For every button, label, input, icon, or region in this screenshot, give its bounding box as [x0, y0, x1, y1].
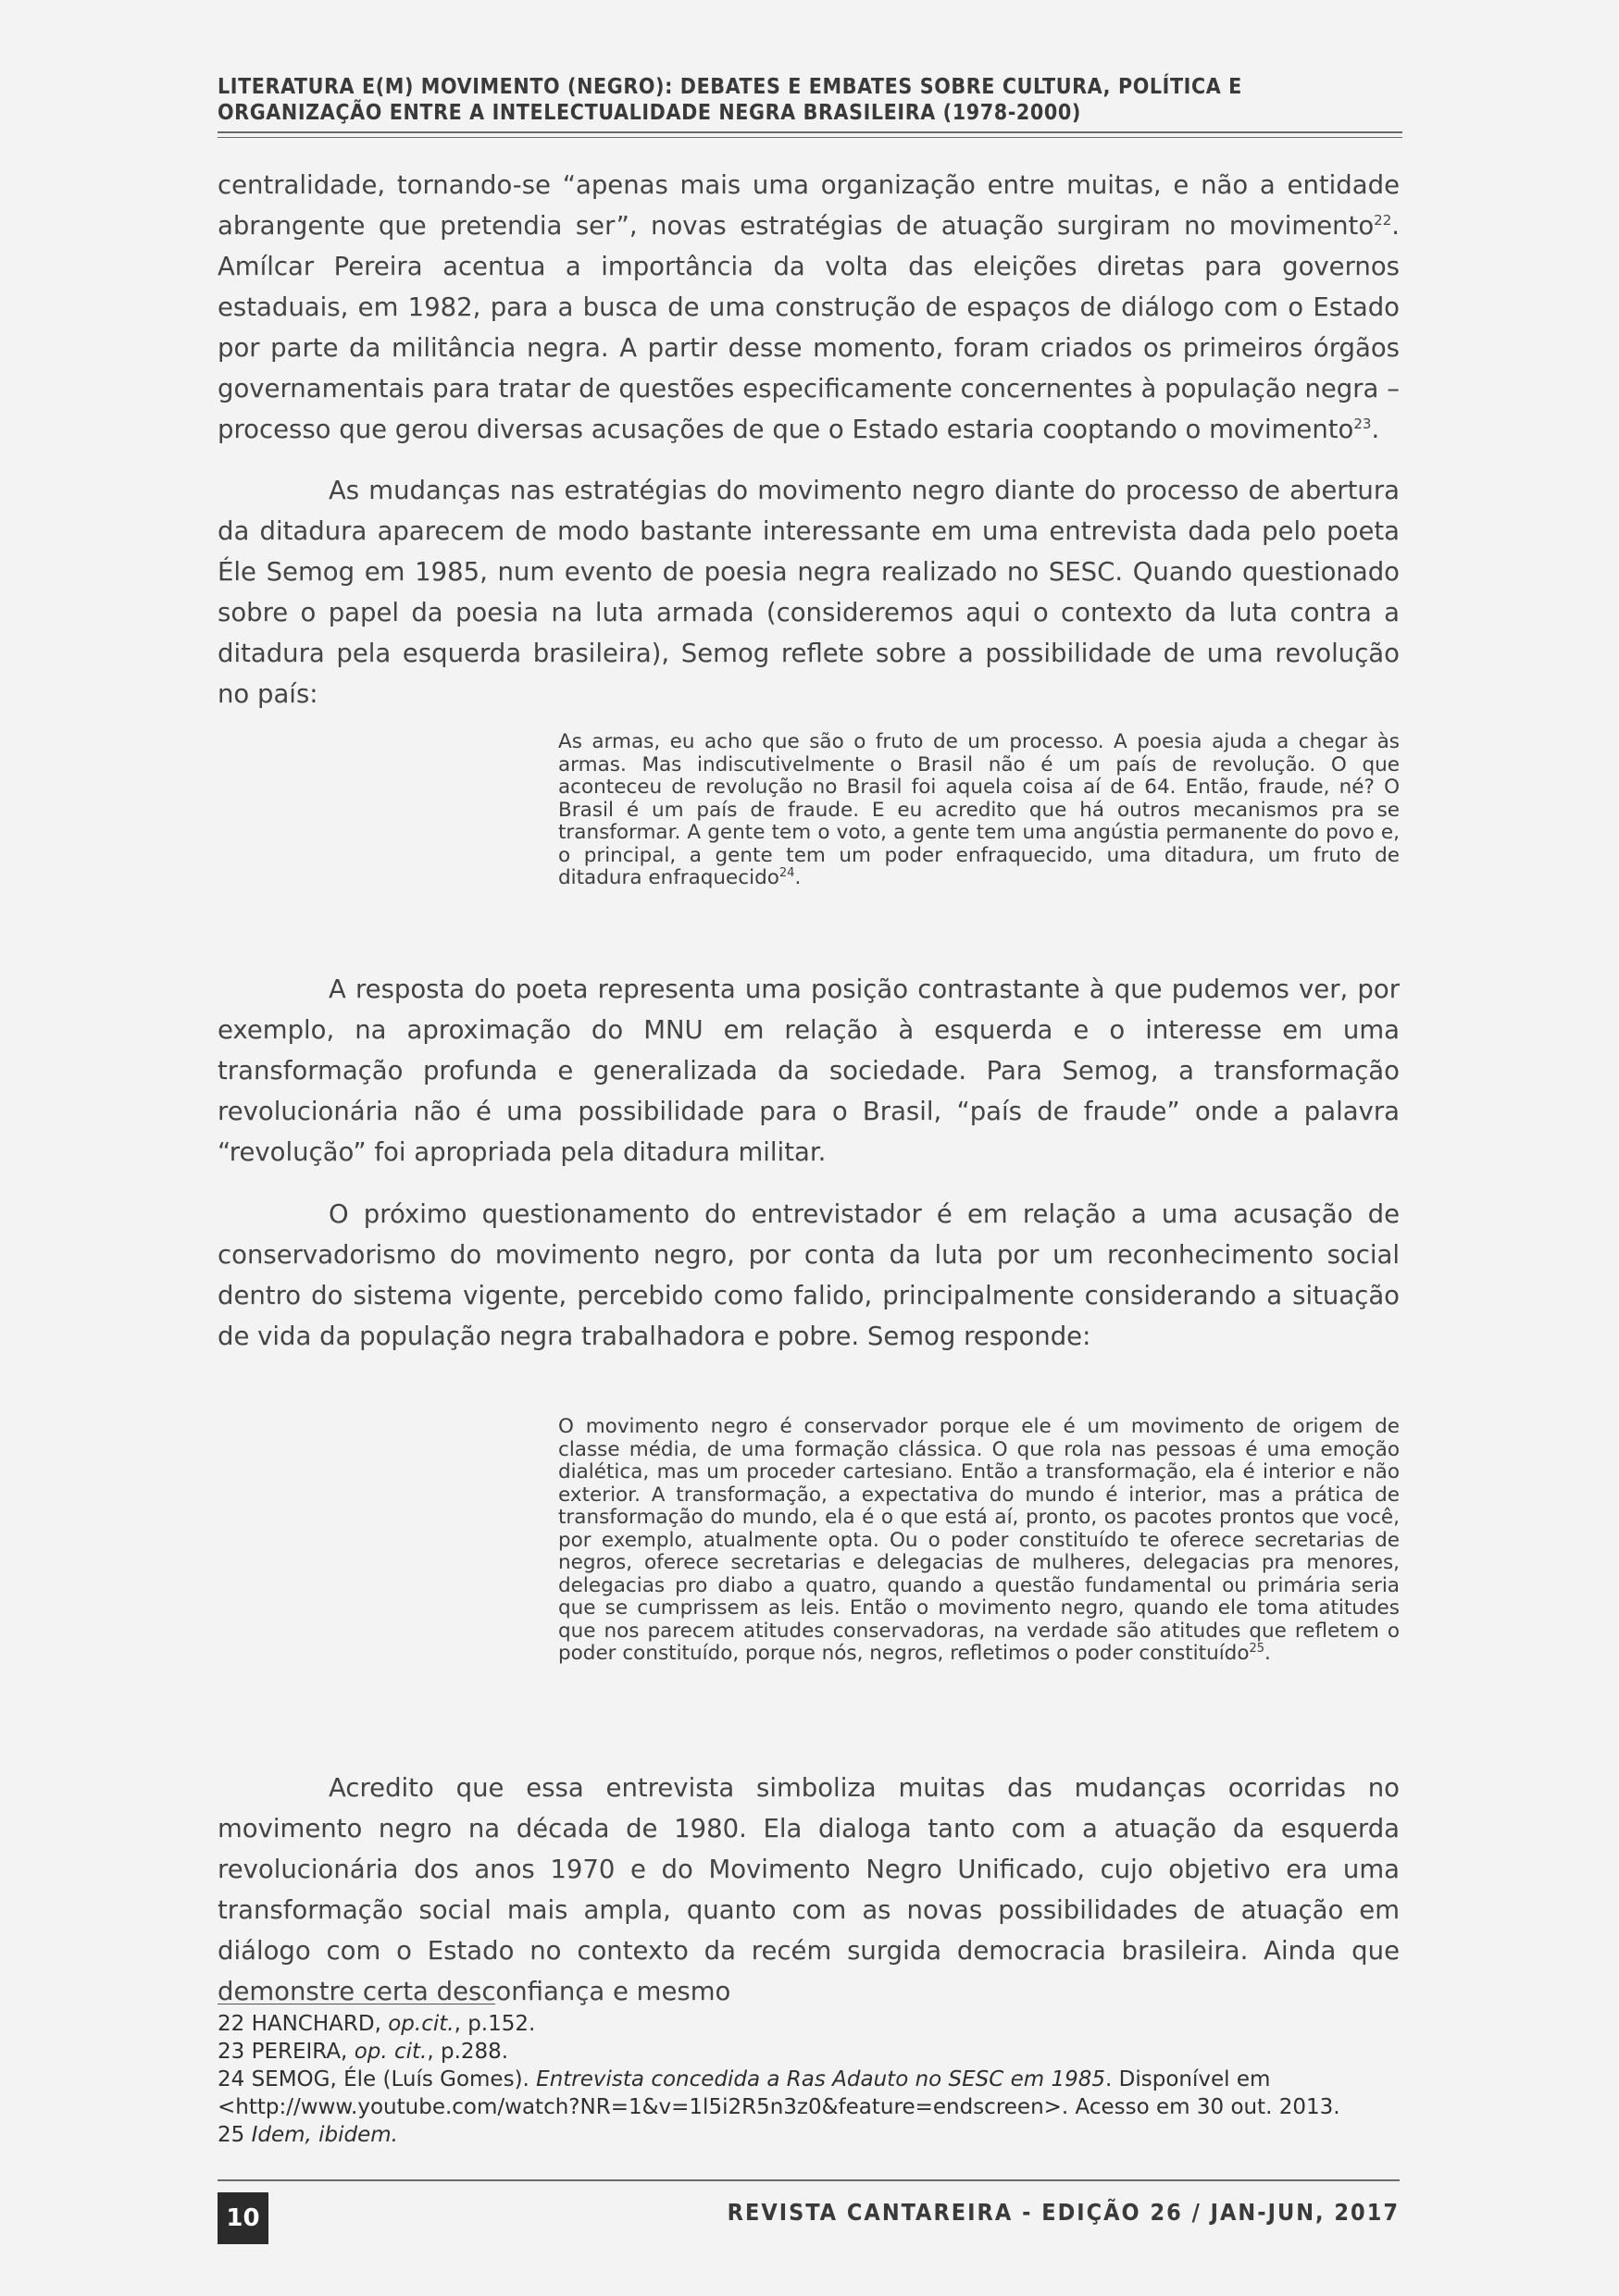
footnote-ref-24[interactable]: 24 — [778, 865, 795, 880]
page-number: 10 — [218, 2192, 268, 2244]
footnote-23 — [218, 2038, 1400, 2066]
footnote-ref-23[interactable]: 23 — [1353, 415, 1372, 432]
footer-divider — [218, 2179, 1400, 2181]
footnote-23-tail: , p.288. — [427, 2040, 509, 2064]
footnote-23-text: 23 PEREIRA, — [218, 2040, 355, 2064]
block-quote-1-text: As armas, eu acho que são o fruto de um processo. A poesia ajuda a chegar às armas. Mas indiscutivelmente o Brasil não é um país de revolução. O que aconteceu de revolução no Brasil foi aquela coisa aí de 64. Então, fraude, né? O Brasil é um país de fraude. E eu acredito que há outros mecanismos pra se transformar. A gente tem o voto, a gente tem uma angústia permanente do povo e, o principal, a gente tem um poder enfraquecido, uma ditadura, um fruto de ditadura enfraquecido — [558, 730, 1400, 889]
block-quote-2-text: O movimento negro é conservador porque ele é um movimento de origem de classe média, de uma formação clássica. O que rola nas pessoas é uma emoção dialética, mas um proceder cartesiano. Então a transformação, ela é interior e não exterior. A transformação, a expectativa do mundo é interior, mas a prática de transformação do mundo, ela é o que está aí, pronto, os pacotes prontos que você, por exemplo, atualmente opta. Ou o poder constituído te oferece secretarias de negros, oferece secretarias e delegacias de mulheres, delegacias pra menores, delegacias pro diabo a quatro, quando a questão fundamental ou primária seria que se cumprissem as leis. Então o movimento negro, quando ele toma atitudes que nos parecem atitudes conservadoras, na verdade são atitudes que refletem o poder constituído, porque nós, negros, refletimos o poder constituído — [558, 1415, 1400, 1665]
footnote-24 — [218, 2066, 1400, 2121]
footnote-24-tail[interactable]: . Disponível em <http://www.youtube.com/watch?NR=1&v=1l5i2R5n3z0&feature=endscreen>. Acesso em 30 out. 2013. — [218, 2067, 1340, 2119]
header-title-line-2: ORGANIZAÇÃO ENTRE A INTELECTUALIDADE NEGRA BRASILEIRA (1978-2000) — [218, 101, 1081, 125]
block-quote-1-end: . — [794, 866, 802, 889]
paragraph-4: O próximo questionamento do entrevistador é em relação a uma acusação de conservadorismo do movimento negro, por conta da luta por um reconhecimento social dentro do sistema vigente, percebido como falido, principalmente considerando a situação de vida da população negra trabalhadora e pobre. Semog responde: — [218, 1199, 1400, 1351]
paragraph-5: Acredito que essa entrevista simboliza muitas das mudanças ocorridas no movimento negro na década de 1980. Ela dialoga tanto com a atuação da esquerda revolucionária dos anos 1970 e do Movimento Negro Unificado, cujo objetivo era uma transformação social mais ampla, quanto com as novas possibilidades de atuação em diálogo com o Estado no contexto da recém surgida democracia brasileira. Ainda que demonstre certa desconfiança e mesmo — [218, 1773, 1400, 2006]
paragraph-2: As mudanças nas estratégias do movimento negro diante do processo de abertura da ditadura aparecem de modo bastante interessante em uma entrevista dada pelo poeta Éle Semog em 1985, num evento de poesia negra realizado no SESC. Quando questionado sobre o papel da poesia na luta armada (consideremos aqui o contexto da luta contra a ditadura pela esquerda brasileira), Semog reflete sobre a possibilidade de uma revolução no país: — [218, 476, 1400, 709]
footnotes — [218, 2010, 1400, 2149]
footnote-25 — [218, 2121, 1400, 2149]
block-quote-2 — [558, 1416, 1400, 1666]
header-divider — [218, 131, 1402, 138]
footnote-22-italic: op.cit. — [388, 2012, 455, 2036]
footnote-24-text: 24 SEMOG, Éle (Luís Gomes). — [218, 2067, 537, 2091]
paragraph-1 — [218, 165, 1400, 450]
running-header — [218, 74, 1402, 138]
header-title-line-1: LITERATURA E(M) MOVIMENTO (NEGRO): DEBATES E EMBATES SOBRE CULTURA, POLÍTICA E — [218, 75, 1242, 99]
footnote-ref-25[interactable]: 25 — [1249, 1641, 1265, 1656]
paragraph-3: A resposta do poeta representa uma posição contrastante à que pudemos ver, por exemplo, na aproximação do MNU em relação à esquerda e o interesse em uma transformação profunda e generalizada da sociedade. Para Semog, a transformação revolucionária não é uma possibilidade para o Brasil, “país de fraude” onde a palavra “revolução” foi apropriada pela ditadura militar. — [218, 974, 1400, 1167]
footnote-25-italic: Idem, ibidem. — [251, 2123, 398, 2147]
footnote-ref-22[interactable]: 22 — [1374, 211, 1392, 229]
footnote-25-text: 25 — [218, 2123, 252, 2147]
paragraph-1-text-b: . Amílcar Pereira acentua a importância da volta das eleições diretas para governos estaduais, em 1982, para a busca de uma construção de espaços de diálogo com o Estado por parte da militância negra. A partir desse momento, foram criados os primeiros órgãos governamentais para tratar de questões especificamente concernentes à população negra – processo que gerou diversas acusações de que o Estado estaria cooptando o movimento — [218, 211, 1400, 444]
block-quote-1 — [558, 731, 1400, 890]
footnote-23-italic: op. cit. — [354, 2040, 428, 2064]
footnote-22-tail: , p.152. — [454, 2012, 536, 2036]
block-quote-2-end: . — [1264, 1642, 1271, 1665]
footnote-22 — [218, 2010, 1400, 2038]
footnote-22-text: 22 HANCHARD, — [218, 2012, 389, 2036]
journal-name: REVISTA CANTAREIRA - EDIÇÃO 26 / JAN-JUN, 2017 — [727, 2199, 1400, 2226]
footnote-24-italic: Entrevista concedida a Ras Adauto no SESC em 1985 — [536, 2067, 1106, 2091]
paragraph-1-text-a: centralidade, tornando-se “apenas mais uma organização entre muitas, e não a entidade abrangente que pretendia ser”, novas estratégias de atuação surgiram no movimento — [218, 170, 1400, 241]
paragraph-1-text-c: . — [1371, 415, 1380, 444]
